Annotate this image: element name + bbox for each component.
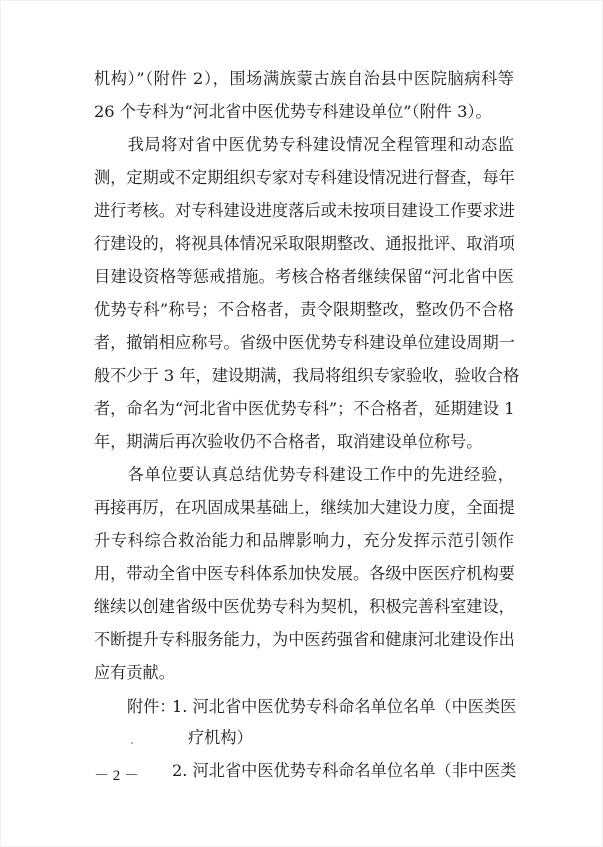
paragraph-line: 再接再厉，在巩固成果基础上，继续加大建设力度，全面提 [94,498,515,517]
paragraph-line: 不断提升专科服务能力，为中医药强省和健康河北建设作出 [94,630,515,649]
paragraph-line: 年，期满后再次验收仍不合格者，取消建设单位称号。 [94,432,483,451]
paragraph-line: 应有贡献。 [94,663,175,682]
paragraph-line: 用，带动全省中医专科体系加快发展。各级中医医疗机构要 [94,564,515,583]
paragraph-line: 进行考核。对专科建设进度落后或未按项目建设工作要求进 [94,201,515,220]
paragraph-line: 机构）”（附件 2），围场满族蒙古族自治县中医院脑病科等 [94,69,514,88]
paragraph-line: 升专科综合救治能力和品牌影响力，充分发挥示范引领作 [94,531,514,550]
paragraph-line: 般不少于 3 年，建设期满，我局将组织专家验收，验收合格 [94,366,520,385]
paragraph-line: 各单位要认真总结优势专科建设工作中的先进经验， [94,465,514,484]
paragraph-line: 26 个专科为“河北省中医优势专科建设单位”（附件 3）。 [94,102,492,121]
attachments-label: 附件： [127,697,176,716]
page-number: － 2 － [94,768,140,784]
paragraph-line: 行建设的，将视具体情况采取限期整改、通报批评、取消项 [94,234,515,253]
paragraph-line: 目建设资格等惩戒措施。考核合格者继续保留“河北省中医 [94,267,514,286]
paragraph-line: 优势专科”称号；不合格者，责令限期整改，整改仍不合格 [94,300,514,319]
scan-speck [131,742,133,744]
attachment-item: 2. 河北省中医优势专科命名单位名单（非中医类 [172,761,517,780]
paragraph-line: 继续以创建省级中医优势专科为契机，积极完善科室建设， [94,597,515,616]
paragraph-line: 者，命名为“河北省中医优势专科”；不合格者，延期建设 1 [94,399,515,418]
paragraph-line: 测，定期或不定期组织专家对专科建设情况进行督查，每年 [94,168,515,187]
attachment-item-continuation: 疗机构） [188,728,253,747]
paragraph-line: 者，撤销相应称号。省级中医优势专科建设单位建设周期一 [94,333,515,352]
attachment-item: 1. 河北省中医优势专科命名单位名单（中医类医 [172,697,517,716]
paragraph-line: 我局将对省中医优势专科建设情况全程管理和动态监 [94,135,514,154]
